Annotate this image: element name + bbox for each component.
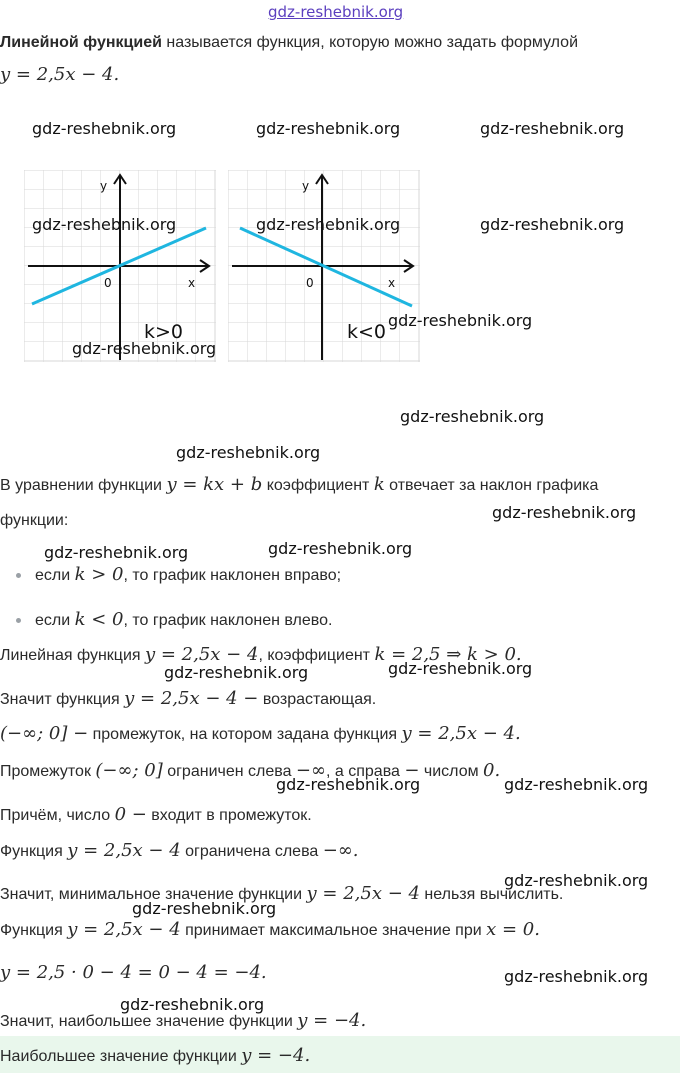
list-item (16, 609, 332, 630)
formula: y = kx + b (166, 474, 263, 495)
text: Функция (0, 843, 68, 860)
solution-formula-line: y = 2,5 · 0 − 4 = 0 − 4 = −4. (0, 962, 267, 983)
definition-term: Линейной функцией (0, 34, 162, 51)
text: Значит функция (0, 691, 125, 708)
text: Линейная функция (0, 647, 145, 664)
formula: (−∞; 0] (95, 760, 163, 781)
formula: y = 2,5x − 4. (401, 723, 521, 744)
origin-label: 0 (104, 276, 112, 290)
watermark: gdz-reshebnik.org (480, 215, 625, 234)
solution-line (0, 883, 563, 904)
watermark: gdz-reshebnik.org (276, 775, 421, 794)
graph-negative-slope (228, 170, 420, 362)
watermark: gdz-reshebnik.org (120, 995, 265, 1014)
text: Функция (0, 922, 68, 939)
text: отвечает за наклон графика (384, 477, 599, 494)
y-label: y (100, 179, 108, 193)
watermark: gdz-reshebnik.org (164, 663, 309, 682)
text: , то график наклонен вправо; (123, 567, 342, 584)
formula: (−∞; 0] − (0, 723, 89, 744)
text: Наибольшее значение функции (0, 1048, 242, 1065)
formula: y = 2,5x − 4 (144, 644, 259, 665)
slope-label: k<0 (347, 321, 387, 343)
slope-paragraph-end: функции: (0, 512, 69, 529)
text: Причём, число (0, 807, 115, 824)
x-label: x (188, 276, 196, 290)
definition-text (0, 34, 578, 52)
solution-line (0, 723, 521, 744)
y-label: y (302, 179, 310, 193)
definition-rest: называется функция, которую можно задать формулой (161, 34, 579, 51)
text: числом (419, 763, 484, 780)
formula: k = 2,5 ⇒ k > 0. (374, 644, 522, 665)
text: нельзя вычислить. (419, 886, 564, 903)
text: Промежуток (0, 763, 96, 780)
origin-label: 0 (306, 276, 314, 290)
solution-line (0, 688, 376, 709)
solution-line (0, 919, 540, 940)
text: ограничена слева (180, 843, 323, 860)
text: входит в промежуток. (146, 807, 312, 824)
watermark: gdz-reshebnik.org (32, 215, 177, 234)
watermark: gdz-reshebnik.org (504, 871, 649, 890)
watermark: gdz-reshebnik.org (492, 503, 637, 522)
watermark: gdz-reshebnik.org (32, 119, 177, 138)
watermark: gdz-reshebnik.org (480, 119, 625, 138)
watermark: gdz-reshebnik.org (400, 407, 545, 426)
formula: y = 2,5x − 4 − (124, 688, 259, 709)
formula: 0. (483, 760, 501, 781)
text: , а справа (326, 763, 405, 780)
watermark: gdz-reshebnik.org (176, 443, 321, 462)
formula: k > 0 (74, 564, 124, 585)
watermark: gdz-reshebnik.org (268, 539, 413, 558)
text: , то график наклонен влево. (123, 612, 333, 629)
slope-label: k>0 (144, 321, 184, 343)
answer-text (0, 1045, 310, 1066)
formula: y = 2,5x − 4 (67, 840, 181, 861)
formula: y = −4. (241, 1045, 311, 1066)
watermark: gdz-reshebnik.org (388, 311, 533, 330)
formula: − (404, 760, 420, 781)
watermark: gdz-reshebnik.org (256, 215, 401, 234)
text: коэффициент (262, 477, 374, 494)
formula: y = 2,5x − 4 (306, 883, 420, 904)
formula: k < 0 (74, 609, 124, 630)
formula: −∞. (322, 840, 359, 861)
solution-line (0, 1010, 366, 1031)
watermark: gdz-reshebnik.org (132, 899, 277, 918)
text: В уравнении функции (0, 477, 167, 494)
watermark: gdz-reshebnik.org (504, 775, 649, 794)
formula: x = 0. (486, 919, 540, 940)
formula: y = −4. (297, 1010, 367, 1031)
definition-formula: y = 2,5x − 4. (0, 64, 120, 85)
text: промежуток, на котором задана функция (88, 726, 402, 743)
solution-line (0, 804, 312, 825)
formula: y = 2,5x − 4 (67, 919, 181, 940)
solution-line (0, 760, 500, 781)
text: Значит, наибольшее значение функции (0, 1013, 298, 1030)
graph-positive-slope (24, 170, 216, 362)
watermark: gdz-reshebnik.org (72, 339, 217, 358)
text: , коэффициент (258, 647, 375, 664)
watermark: gdz-reshebnik.org (44, 543, 189, 562)
watermark: gdz-reshebnik.org (504, 967, 649, 986)
text: Значит, минимальное значение функции (0, 886, 307, 903)
formula: −∞ (295, 760, 326, 781)
formula: k (373, 474, 385, 495)
bullet-icon (16, 618, 21, 623)
text: ограничен слева (162, 763, 296, 780)
text: возрастающая. (258, 691, 377, 708)
watermark: gdz-reshebnik.org (388, 659, 533, 678)
solution-line (0, 840, 359, 861)
x-label: x (388, 276, 396, 290)
list-item (16, 564, 341, 585)
formula: 0 − (114, 804, 147, 825)
text: принимает максимальное значение при (180, 922, 487, 939)
watermark-link[interactable]: gdz-reshebnik.org (268, 3, 404, 21)
text: если (35, 567, 75, 584)
bullet-icon (16, 573, 21, 578)
slope-paragraph (0, 474, 598, 495)
watermark: gdz-reshebnik.org (256, 119, 401, 138)
text: если (35, 612, 75, 629)
